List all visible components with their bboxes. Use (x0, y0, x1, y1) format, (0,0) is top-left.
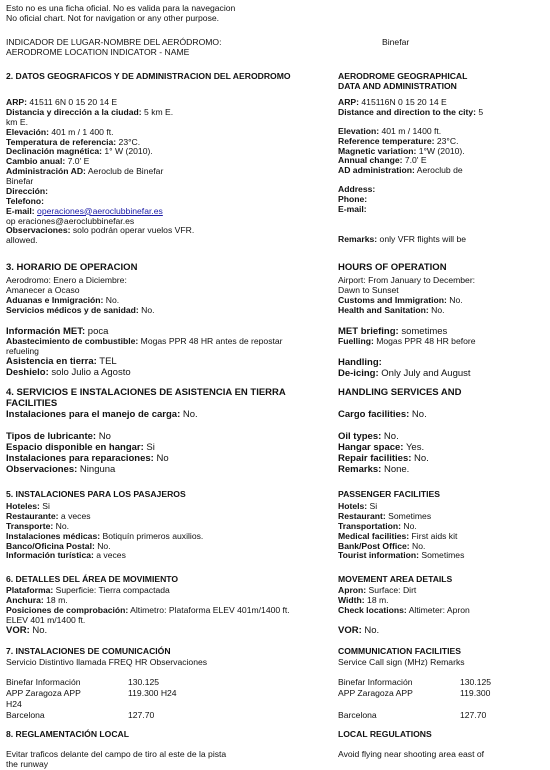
section-4-title-es (6, 388, 286, 410)
field-label: Plataforma: (6, 585, 54, 595)
table-row (6, 689, 326, 700)
field-value: No. (446, 294, 463, 305)
field-value: 401 m / 1400 ft. (379, 125, 442, 136)
section-6-title-es: 6. DETALLES DEL ÁREA DE MOVIMIENTO (6, 574, 179, 584)
field-label: VOR: (6, 624, 30, 636)
comm-service: Binefar Información (6, 677, 81, 687)
field-value: No. (361, 624, 380, 636)
field-label: Declinación magnética: (6, 146, 102, 157)
field-value: Yes. (403, 441, 425, 453)
section-7-title-en: COMMUNICATION FACILITIES (338, 646, 462, 656)
section-5-en (338, 502, 548, 561)
field-value: 18 m. (364, 594, 389, 605)
field-label: Distance and direction to the city: (338, 106, 476, 117)
section-2-title-en-line: AERODROME GEOGRAPHICAL (338, 71, 468, 81)
field-label: Transporte: (6, 520, 54, 531)
field-value: No. (94, 540, 111, 551)
field-value: No. (409, 540, 426, 551)
field-value: sometimes (398, 325, 448, 337)
field-value: Airport: From January to December: (338, 275, 476, 285)
field-value: Si (39, 501, 50, 511)
indicator-value: Binefar (382, 37, 410, 47)
comm-frequency: 119.300 H24 (128, 688, 177, 698)
field-label: Reference temperature: (338, 135, 435, 146)
field-value: No. (381, 430, 399, 442)
disclaimer-line: Esto no es una ficha oficial. No es valida para la navegacion (6, 3, 236, 13)
field-label: Check locations: (338, 604, 407, 615)
field-value: 41511 6N 0 15 20 14 E (27, 97, 118, 107)
field-value: 401 m / 1 400 ft. (49, 126, 114, 137)
field-label: Distancia y dirección a la ciudad: (6, 106, 142, 117)
field-label: Health and Sanitation: (338, 304, 429, 315)
field-value: First aids kit (409, 530, 458, 541)
field-value: poca (85, 325, 109, 337)
email-link[interactable]: operaciones@aeroclubbinefar.es (37, 205, 163, 216)
comm-service: APP Zaragoza APP (338, 688, 413, 698)
section-5-title-en: PASSENGER FACILITIES (338, 489, 441, 499)
section-4-title-en: HANDLING SERVICES AND (338, 387, 462, 398)
section-6-en (338, 586, 548, 637)
field-value: op eraciones@aeroclubbinefar.es (6, 215, 135, 226)
field-value: No. (180, 409, 198, 420)
comm-service: H24 (6, 699, 22, 709)
field-label: Fuelling: (338, 336, 374, 347)
field-label: Aduanas e Inmigración: (6, 294, 104, 305)
field-value: 5 (476, 106, 484, 117)
field-value: No. (428, 304, 445, 315)
field-value: 23°C. (434, 135, 459, 146)
field-value: Mogas PPR 48 HR antes de repostar (138, 336, 283, 347)
section-6-es (6, 586, 326, 636)
field-label: Telefono: (6, 195, 45, 206)
field-value: Si (143, 441, 155, 453)
field-value: No. (103, 294, 120, 305)
field-value: Sometimes (419, 550, 465, 561)
comm-frequency: 127.70 (128, 710, 155, 720)
comm-service: APP Zaragoza APP (6, 688, 81, 698)
comm-table-es (6, 678, 326, 722)
field-value: No. (409, 409, 427, 420)
field-value: Mogas PPR 48 HR before (373, 336, 476, 347)
table-row (6, 711, 326, 722)
field-value: 5 km E. (141, 106, 174, 117)
field-value: 7.0' E (402, 155, 427, 166)
field-label: Cargo facilities: (338, 409, 410, 420)
section-8-title-es: 8. REGLAMENTACIÓN LOCAL (6, 729, 130, 739)
field-value: Surface: Dirt (366, 585, 417, 595)
comm-frequency: 119.300 (460, 688, 491, 698)
field-value: Binefar (6, 176, 34, 186)
field-value: a veces (93, 550, 126, 561)
field-value: Aeroclub de (414, 165, 463, 176)
disclaimer (6, 4, 235, 24)
section-4-es (6, 410, 326, 476)
field-label: Address: (338, 184, 376, 195)
field-label: Remarks: (338, 463, 382, 475)
section-2-en (338, 98, 548, 245)
comm-service: Binefar Información (338, 677, 413, 687)
field-value: Altimetro: Plataforma ELEV 401m/1400 ft. (128, 604, 290, 615)
field-label: Transportation: (338, 520, 402, 531)
section-4-title-es-line: FACILITIES (6, 397, 58, 409)
field-label: Instalaciones para el manejo de carga: (6, 409, 181, 420)
field-label: Apron: (338, 585, 367, 595)
field-label: AD administration: (338, 165, 415, 176)
field-value: solo podrán operar vuelos VFR. (70, 225, 195, 236)
field-label: Deshielo: (6, 367, 49, 379)
comm-service: Barcelona (338, 710, 377, 720)
field-label: Handling: (338, 357, 382, 369)
section-3-title-en: HOURS OF OPERATION (338, 262, 447, 273)
field-value: Ninguna (77, 463, 116, 475)
section-4-en (338, 410, 548, 476)
field-label: ARP: (6, 97, 28, 107)
field-value: only VFR flights will be (377, 233, 467, 244)
field-label: Hangar space: (338, 441, 404, 453)
comm-frequency: 130.125 (128, 677, 160, 687)
field-label: Hoteles: (6, 501, 40, 511)
field-label: Elevación: (6, 126, 49, 137)
field-value: Dawn to Sunset (338, 284, 399, 295)
field-value: No. (401, 520, 417, 531)
field-label: Servicios médicos y de sanidad: (6, 304, 139, 315)
section-3-title-es: 3. HORARIO DE OPERACION (6, 262, 138, 273)
comm-frequency: 127.70 (460, 710, 487, 720)
field-value: No (153, 452, 169, 464)
comm-service: Barcelona (6, 710, 45, 720)
field-label: Instalaciones para reparaciones: (6, 452, 154, 464)
field-label: Asistencia en tierra: (6, 356, 97, 368)
section-8-text-en: Avoid flying near shooting area east of (338, 749, 485, 759)
field-value: No. (138, 304, 155, 315)
section-3-en (338, 276, 548, 380)
section-7-subheader-en: Service Call sign (MHz) Remarks (338, 657, 465, 667)
field-label: Medical facilities: (338, 530, 410, 541)
field-label: Tipos de lubricante: (6, 430, 97, 442)
field-value: 18 m. (43, 594, 68, 605)
field-label: VOR: (338, 624, 362, 636)
field-label: ARP: (338, 97, 360, 107)
field-value: Superficie: Tierra compactada (53, 585, 170, 595)
table-row (338, 689, 548, 700)
section-6-title-en: MOVEMENT AREA DETAILS (338, 574, 453, 584)
section-5-title-es: 5. INSTALACIONES PARA LOS PASAJEROS (6, 489, 186, 499)
field-label: Observaciones: (6, 225, 71, 236)
field-label: Oil types: (338, 430, 382, 442)
field-value: refueling (6, 346, 39, 357)
field-label: Annual change: (338, 155, 403, 166)
section-4-title-es-line: 4. SERVICIOS E INSTALACIONES DE ASISTENCIA EN TIERRA (6, 387, 286, 398)
field-label: Administración AD: (6, 166, 86, 177)
section-2-title-en (338, 72, 467, 92)
field-label: Customs and Immigration: (338, 294, 447, 305)
field-value: a veces (58, 510, 91, 521)
field-value: Aeroclub de Binefar (85, 166, 164, 177)
section-2-es (6, 98, 326, 246)
field-value: No. (411, 452, 429, 464)
field-label: Abastecimiento de combustible: (6, 336, 139, 347)
field-value: None. (381, 463, 410, 475)
field-label: Magnetic variation: (338, 145, 417, 156)
field-label: Width: (338, 594, 365, 605)
field-value: No. (29, 624, 48, 636)
field-label: Espacio disponible en hangar: (6, 441, 144, 453)
section-7-subheader-es: Servicio Distintivo llamada FREQ HR Observaciones (6, 657, 208, 667)
field-label: Bank/Post Office: (338, 540, 410, 551)
field-label: Observaciones: (6, 463, 78, 475)
field-value: Sometimes (385, 510, 432, 521)
field-value: km E. (6, 116, 28, 127)
table-row (6, 700, 326, 711)
field-value: Altimeter: Apron (406, 604, 470, 615)
field-label: De-icing: (338, 368, 379, 380)
field-label: Dirección: (6, 185, 49, 196)
section-3-es (6, 276, 326, 379)
section-2-title-en-line: DATA AND ADMINISTRATION (338, 80, 457, 91)
field-value: 415116N 0 15 20 14 E (359, 97, 447, 107)
field-label: Repair facilities: (338, 452, 412, 464)
field-value: solo Julio a Agosto (48, 367, 131, 379)
field-value: 23°C. (116, 136, 141, 147)
field-value: allowed. (6, 235, 38, 246)
section-5-es (6, 502, 326, 561)
field-value: Si (367, 501, 378, 511)
field-value: No. (53, 520, 70, 531)
field-value: Aerodromo: Enero a Diciembre: (6, 275, 127, 285)
field-value: Botiquín primeros auxilios. (100, 530, 204, 541)
field-value: 1°W (2010). (416, 145, 465, 156)
disclaimer-line: No oficial chart. Not for navigation or any other purpose. (6, 12, 220, 23)
field-label: Restaurant: (338, 510, 386, 521)
field-label: E-mail: (338, 203, 367, 214)
field-label: Información MET: (6, 325, 86, 337)
field-label: Hotels: (338, 501, 368, 511)
field-label: Cambio anual: (6, 156, 66, 167)
field-label: Información turística: (6, 550, 94, 561)
field-value: 7.0' E (65, 156, 90, 167)
table-row (338, 711, 548, 722)
indicator-label-en: AERODROME LOCATION INDICATOR - NAME (6, 46, 190, 57)
field-label: Posiciones de comprobación: (6, 604, 129, 615)
field-label: MET briefing: (338, 325, 399, 337)
location-indicator (6, 38, 222, 58)
field-value: 1° W (2010). (102, 146, 153, 157)
indicator-label-es: INDICADOR DE LUGAR-NOMBRE DEL AERÓDROMO: (6, 37, 222, 47)
field-label: Banco/Oficina Postal: (6, 540, 95, 551)
field-value: ELEV 401 m/1400 ft. (6, 614, 86, 625)
field-label: Phone: (338, 194, 368, 204)
field-value: TEL (96, 356, 117, 368)
field-value: No (96, 430, 111, 442)
field-value: the runway (6, 758, 49, 769)
section-7-title-es: 7. INSTALACIONES DE COMUNICACIÓN (6, 646, 171, 656)
comm-frequency: 130.125 (460, 677, 492, 687)
field-value: Only July and August (378, 368, 471, 380)
section-2-title-es: 2. DATOS GEOGRAFICOS Y DE ADMINISTRACION DEL AERODROMO (6, 71, 291, 81)
field-value: Amanecer a Ocaso (6, 284, 80, 295)
field-label: E-mail: (6, 205, 35, 216)
field-label: Elevation: (338, 125, 380, 136)
field-label: Anchura: (6, 594, 44, 605)
field-label: Restaurante: (6, 510, 59, 521)
field-label: Tourist information: (338, 550, 419, 561)
comm-table-en (338, 678, 548, 722)
field-value: Evitar traficos delante del campo de tiro al este de la pista (6, 749, 227, 759)
field-label: Instalaciones médicas: (6, 530, 101, 541)
field-label: Remarks: (338, 233, 378, 244)
field-label: Temperatura de referencia: (6, 136, 117, 147)
section-8-title-en: LOCAL REGULATIONS (338, 729, 432, 739)
